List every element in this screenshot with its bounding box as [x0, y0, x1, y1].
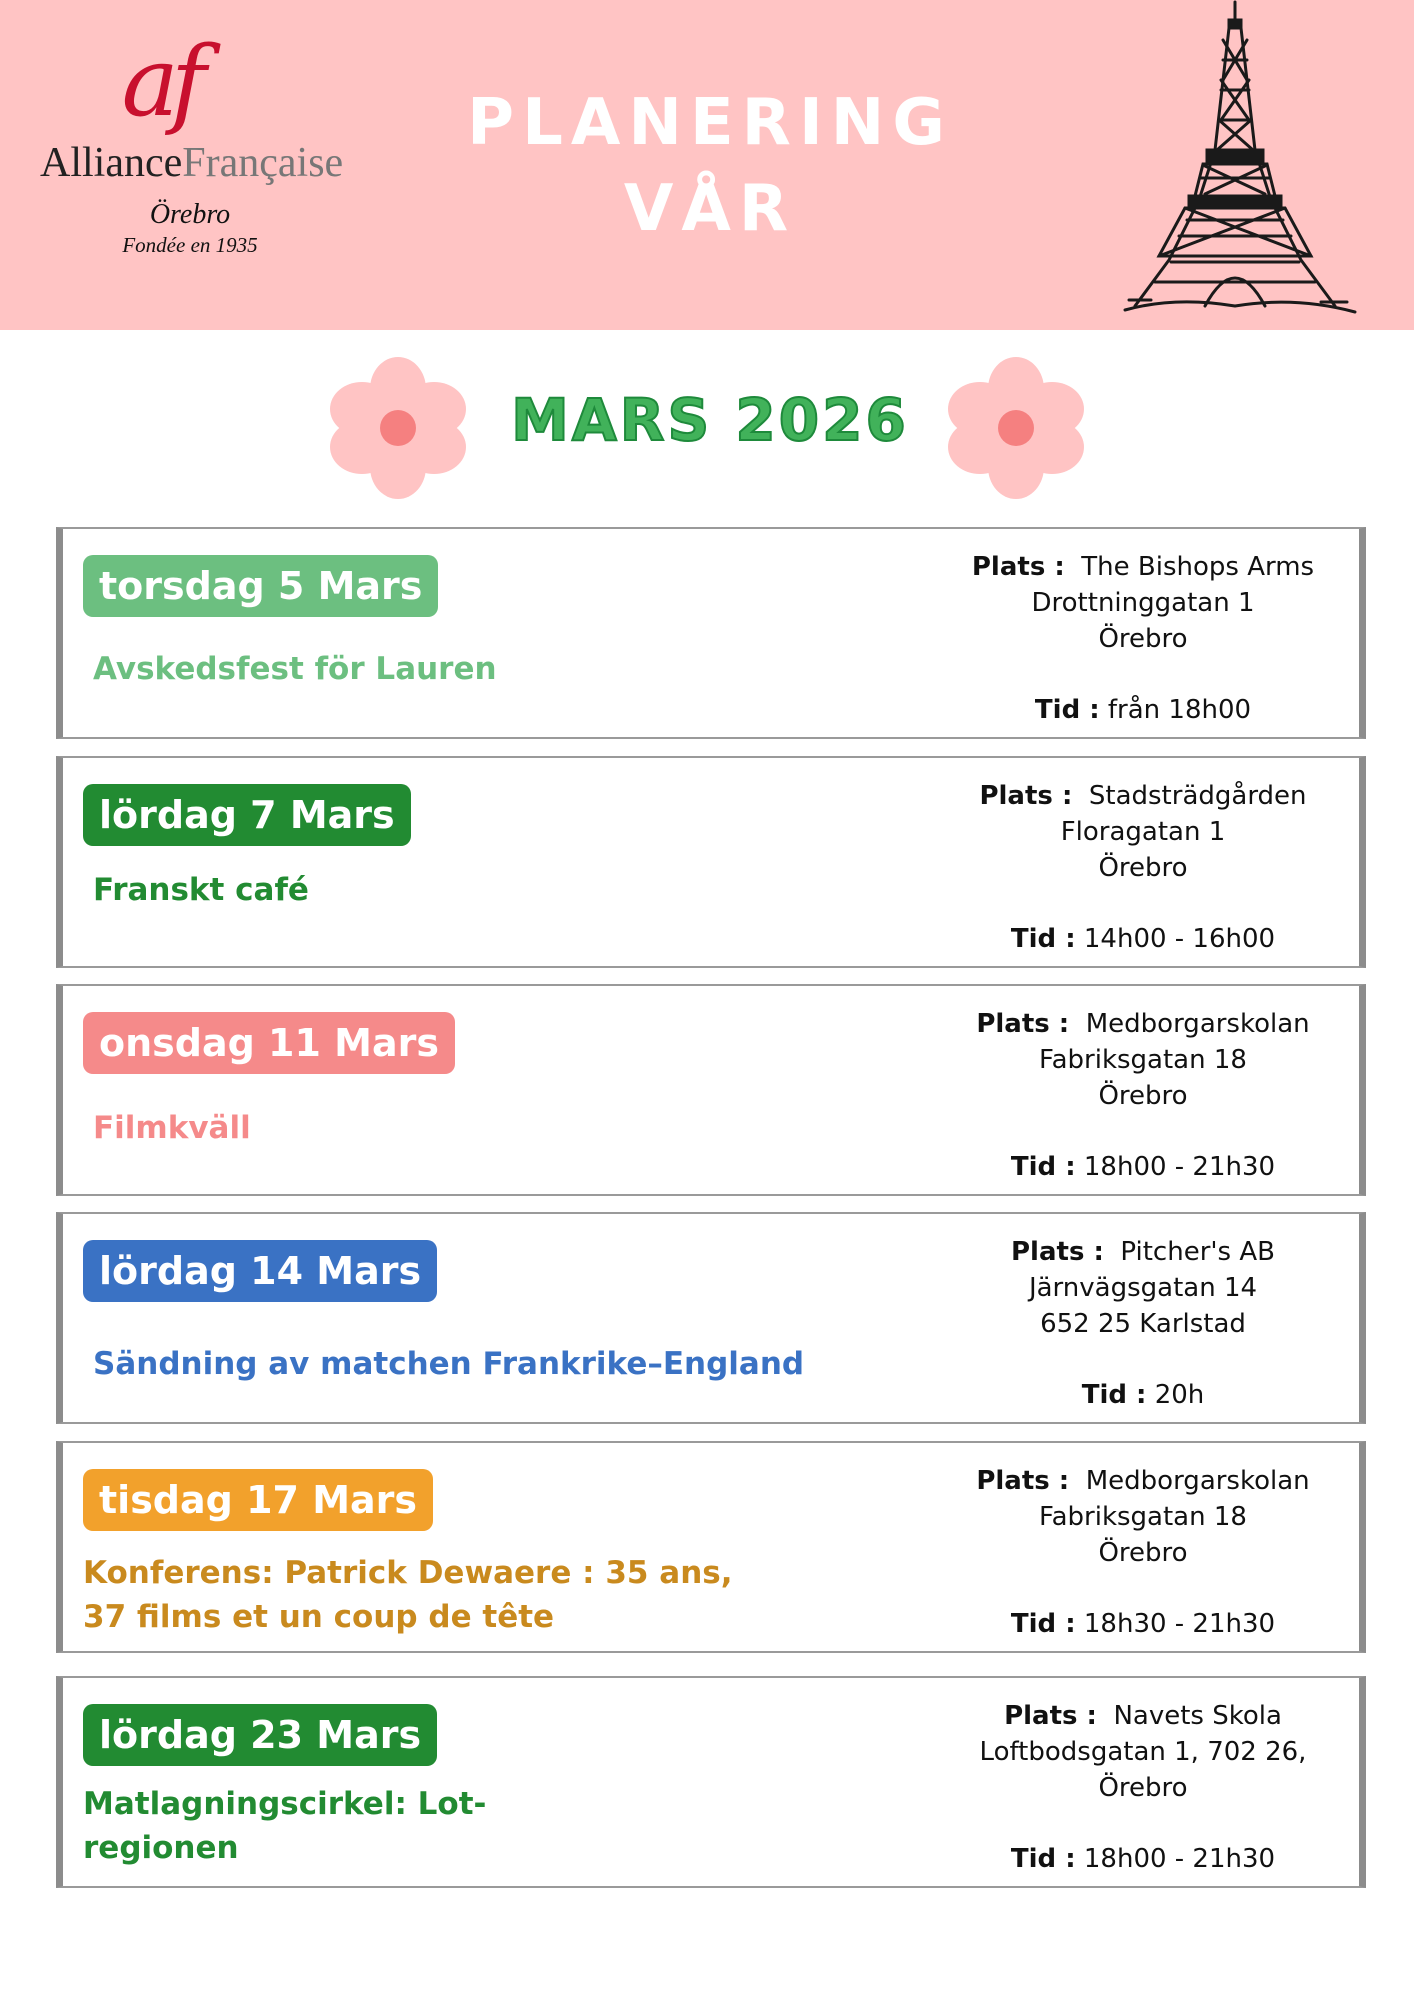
- event-title-line1: Matlagningscirkel: Lot-: [83, 1786, 487, 1822]
- event-location: [963, 1698, 1323, 1806]
- event-card: [56, 756, 1366, 968]
- event-date-badge: onsdag 11 Mars: [83, 1012, 455, 1074]
- event-date-badge: lördag 23 Mars: [83, 1704, 437, 1766]
- plats-label: Plats :: [976, 1466, 1070, 1496]
- place-name: Pitcher's AB: [1120, 1237, 1275, 1267]
- event-time: [963, 692, 1323, 728]
- tid-label: Tid :: [1081, 1380, 1147, 1410]
- time-value: 18h00 - 21h30: [1083, 1152, 1276, 1182]
- place-address: Drottninggatan 1: [1031, 588, 1255, 618]
- logo-name-part1: Alliance: [40, 140, 183, 186]
- time-value: 18h30 - 21h30: [1083, 1609, 1276, 1639]
- time-value: 18h00 - 21h30: [1083, 1844, 1276, 1874]
- event-title-line1: Franskt café: [93, 872, 309, 908]
- title-line1: PLANERING: [467, 86, 953, 160]
- event-date-badge: tisdag 17 Mars: [83, 1469, 433, 1531]
- time-value: 20h: [1154, 1380, 1205, 1410]
- header-banner: [0, 0, 1414, 330]
- tid-label: Tid :: [1010, 1844, 1076, 1874]
- place-address: Fabriksgatan 18: [1039, 1045, 1247, 1075]
- alliance-francaise-logo: [40, 26, 344, 284]
- event-card: [56, 1441, 1366, 1653]
- place-name: Medborgarskolan: [1085, 1009, 1310, 1039]
- event-card: [56, 1212, 1366, 1424]
- plats-label: Plats :: [1004, 1701, 1097, 1731]
- event-title: [83, 1782, 803, 1870]
- logo-city: Örebro: [149, 199, 231, 230]
- plats-label: Plats :: [971, 552, 1065, 582]
- place-city: Örebro: [1098, 1538, 1188, 1568]
- event-title-line2: 37 films et un coup de tête: [83, 1599, 555, 1635]
- event-time: [963, 1377, 1323, 1413]
- event-time: [963, 1841, 1323, 1877]
- eiffel-tower-icon: [1115, 0, 1360, 318]
- event-title-line1: Sändning av matchen Frankrike–England: [93, 1346, 805, 1382]
- logo-name: [40, 140, 344, 186]
- event-card: [56, 984, 1366, 1196]
- place-address: Loftbodsgatan 1, 702 26,: [979, 1737, 1307, 1767]
- place-city: Örebro: [1098, 1773, 1188, 1803]
- place-city: Örebro: [1098, 1081, 1188, 1111]
- event-time: [963, 1606, 1323, 1642]
- logo-founded: Fondée en 1935: [122, 233, 258, 257]
- place-city: Örebro: [1098, 853, 1188, 883]
- plats-label: Plats :: [976, 1009, 1070, 1039]
- place-city: 652 25 Karlstad: [1040, 1309, 1246, 1339]
- title-line2: VÅR: [623, 172, 797, 246]
- place-address: Floragatan 1: [1060, 817, 1226, 847]
- event-title: [93, 1342, 893, 1386]
- event-title: [93, 1106, 813, 1150]
- time-value: från 18h00: [1107, 695, 1252, 725]
- plats-label: Plats :: [979, 781, 1073, 811]
- event-title: [83, 1551, 803, 1639]
- tid-label: Tid :: [1010, 1609, 1076, 1639]
- page-title: [440, 80, 980, 252]
- month-heading: MARS 2026: [511, 386, 909, 454]
- event-title-line1: Avskedsfest för Lauren: [93, 651, 497, 687]
- time-value: 14h00 - 16h00: [1083, 924, 1276, 954]
- place-address: Fabriksgatan 18: [1039, 1502, 1247, 1532]
- place-name: The Bishops Arms: [1081, 552, 1315, 582]
- place-address: Järnvägsgatan 14: [1028, 1273, 1258, 1303]
- event-title: [93, 647, 813, 691]
- flower-icon: [948, 355, 1084, 501]
- event-card: [56, 527, 1366, 739]
- event-title: [93, 868, 813, 912]
- place-city: Örebro: [1098, 624, 1188, 654]
- flower-icon: [330, 355, 466, 501]
- tid-label: Tid :: [1010, 924, 1076, 954]
- event-time: [963, 921, 1323, 957]
- place-name: Navets Skola: [1113, 1701, 1282, 1731]
- event-title-line1: Konferens: Patrick Dewaere : 35 ans,: [83, 1555, 733, 1591]
- event-title-line1: Filmkväll: [93, 1110, 251, 1146]
- event-date-badge: lördag 14 Mars: [83, 1240, 437, 1302]
- event-card: [56, 1676, 1366, 1888]
- place-name: Stadsträdgården: [1088, 781, 1307, 811]
- event-location: [963, 1463, 1323, 1571]
- event-location: [963, 1234, 1323, 1342]
- tid-label: Tid :: [1034, 695, 1100, 725]
- plats-label: Plats :: [1011, 1237, 1104, 1267]
- event-location: [963, 549, 1323, 657]
- logo-name-part2: Française: [182, 140, 344, 186]
- event-location: [963, 1006, 1323, 1114]
- event-time: [963, 1149, 1323, 1185]
- event-date-badge: torsdag 5 Mars: [83, 555, 438, 617]
- tid-label: Tid :: [1010, 1152, 1076, 1182]
- logo-mark: af: [121, 26, 199, 138]
- place-name: Medborgarskolan: [1085, 1466, 1310, 1496]
- event-title-line2: regionen: [83, 1830, 239, 1866]
- event-date-badge: lördag 7 Mars: [83, 784, 411, 846]
- event-location: [963, 778, 1323, 886]
